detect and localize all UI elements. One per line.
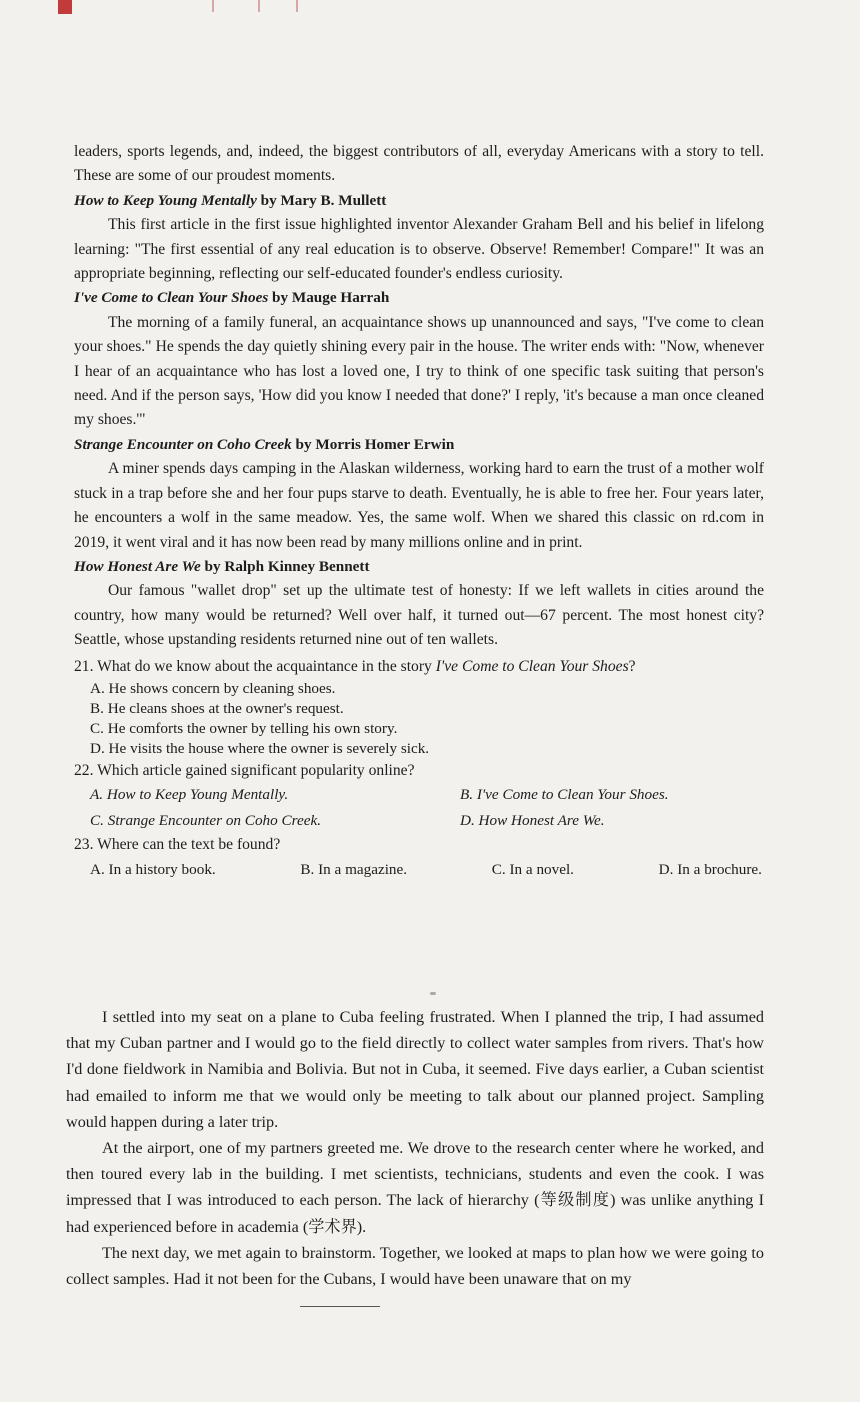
- article-title: How Honest Are We: [74, 557, 201, 575]
- red-tab-mark: [58, 0, 72, 14]
- option-b[interactable]: B. I've Come to Clean Your Shoes.: [460, 786, 669, 804]
- article-body: This first article in the first issue highlighted inventor Alexander Graham Bell and his belief in lifelong learning: "The first essential of any real education is to observe. Observe! Remember! Compare!" It was an appropriate beginning, reflecting our self-educated founder's endless curiosity.: [74, 216, 764, 283]
- article-heading: [74, 433, 764, 457]
- article-title: Strange Encounter on Coho Creek: [74, 435, 292, 453]
- question-22: [74, 759, 764, 833]
- pencil-mark: [296, 0, 298, 12]
- question-21: [74, 655, 764, 759]
- option-c[interactable]: C. He comforts the owner by telling his own story.: [90, 719, 398, 737]
- question-stem: [74, 655, 764, 679]
- option-d[interactable]: D. He visits the house where the owner is severely sick.: [90, 739, 430, 757]
- article-heading: [74, 189, 764, 213]
- page-top-marks: [0, 0, 860, 20]
- question-stem-end: ?: [628, 657, 636, 675]
- question-stem-text: 21. What do we know about the acquaintance in the story: [74, 657, 436, 675]
- question-stem: 23. Where can the text be found?: [74, 836, 281, 854]
- option-a[interactable]: A. How to Keep Young Mentally.: [90, 786, 289, 804]
- article-body: Our famous "wallet drop" set up the ultimate test of honesty: If we left wallets in cities around the country, how many would be returned? Well over half, it turned out—67 percent. The most honest city? Seattle, whose upstanding residents returned nine out of ten wallets.: [74, 582, 764, 649]
- ink-speck: [430, 992, 436, 995]
- option-a[interactable]: A. He shows concern by cleaning shoes.: [90, 679, 336, 697]
- article-body: A miner spends days camping in the Alaskan wilderness, working hard to earn the trust of a mother wolf stuck in a trap before she and her four pups starve to death. Eventually, he is able to free her. Four years later, he encounters a wolf in the same meadow. Yes, the same wolf. When we shared this classic on rd.com in 2019, it went viral and it has now been read by many millions online and in print.: [74, 460, 764, 551]
- article-heading: [74, 555, 764, 579]
- question-23: [74, 833, 764, 881]
- pen-underline: [300, 1306, 380, 1307]
- passage-paragraph: The next day, we met again to brainstorm. Together, we looked at maps to plan how we were going to collect samples. Had it not been for the Cubans, I would have been unaware that on my: [66, 1243, 764, 1289]
- article-byline: by Morris Homer Erwin: [291, 435, 455, 453]
- passage-a: [74, 140, 764, 882]
- article-title: How to Keep Young Mentally: [74, 191, 257, 209]
- article-byline: by Mary B. Mullett: [256, 191, 387, 209]
- options-row: [74, 858, 764, 882]
- option-a[interactable]: A. In a history book.: [90, 860, 216, 878]
- option-b[interactable]: B. In a magazine.: [300, 860, 408, 878]
- passage-paragraph: At the airport, one of my partners greeted me. We drove to the research center where he worked, and then toured every lab in the building. I met scientists, technicians, students and even the cook. I was impressed that I was introduced to each person. The lack of hierarchy (等级制度) was unlike anything I had experienced before in academia (学术界).: [66, 1139, 764, 1236]
- passage-b: [66, 1004, 764, 1292]
- passage-paragraph: I settled into my seat on a plane to Cuba feeling frustrated. When I planned the trip, I had assumed that my Cuban partner and I would go to the field directly to collect water samples from rivers. That's how I'd done fieldwork in Namibia and Bolivia. But not in Cuba, it seemed. Five days earlier, a Cuban scientist had emailed to inform me that we would only be meeting to talk about our planned project. Sampling would happen during a later trip.: [66, 1008, 764, 1131]
- article-body: The morning of a family funeral, an acquaintance shows up unannounced and says, "I've come to clean your shoes." He spends the day quietly shining every pair in the house. The writer ends with: "Now, whenever I hear of an acquaintance who has lost a loved one, I try to think of one specific task suiting that person's need. And if the person says, 'How did you know I needed that done?' I reply, 'it's because a man once cleaned my shoes.'": [74, 313, 764, 429]
- option-d[interactable]: D. How Honest Are We.: [460, 812, 605, 830]
- option-d[interactable]: D. In a brochure.: [658, 860, 762, 878]
- article-title: I've Come to Clean Your Shoes: [74, 289, 269, 307]
- article-byline: by Ralph Kinney Bennett: [200, 557, 370, 575]
- option-b[interactable]: B. He cleans shoes at the owner's request.: [90, 699, 344, 717]
- option-c[interactable]: C. In a novel.: [491, 860, 574, 878]
- pencil-mark: [212, 0, 214, 12]
- options-grid: [74, 783, 764, 833]
- pencil-mark: [258, 0, 260, 12]
- option-c[interactable]: C. Strange Encounter on Coho Creek.: [90, 812, 322, 830]
- article-heading: [74, 286, 764, 310]
- options-list: [74, 679, 764, 759]
- intro-paragraph: leaders, sports legends, and, indeed, the biggest contributors of all, everyday Americans with a story to tell. These are some of our proudest moments.: [74, 143, 764, 185]
- question-stem-title: I've Come to Clean Your Shoes: [435, 657, 629, 675]
- question-stem: 22. Which article gained significant popularity online?: [74, 761, 415, 779]
- article-byline: by Mauge Harrah: [268, 289, 390, 307]
